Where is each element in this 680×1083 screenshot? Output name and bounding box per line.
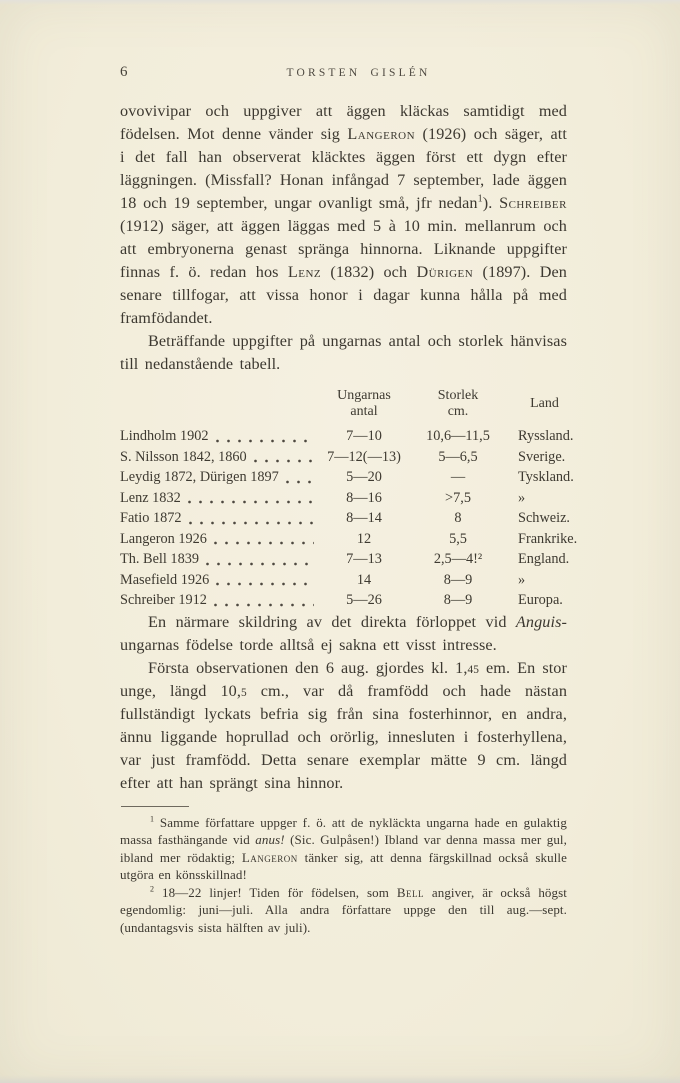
table-row (120, 488, 567, 509)
table-cell-antal: 5—20 (346, 469, 382, 485)
running-head: TORSTEN GISLÉN (286, 67, 431, 79)
table-cell-author: S. Nilsson 1842, 1860 (120, 447, 320, 468)
table-cell-land: Frankrike. (518, 530, 578, 547)
table-cell-land: Europa. (518, 592, 563, 608)
table-cell-antal: 12 (356, 530, 372, 547)
dot-leader (216, 439, 314, 443)
paragraph-ovovivipar: ovovivipar och uppgiver att äggen kläckas samtidigt med födelsen. Mot denne vänder sig Langeron (1926) och säger, att i det fall han observerat kläcktes äggen först ett dygn efter läggningen. (Missfall? Honan infångad 7 september, lade äggen 18 och 19 september, ungar ovanligt små, jfr nedan$^1$). Schreiber (1912) säger, att äggen läggas med 5 à 10 min. mellanrum och att embryonerna genast spränga hinnorna. Liknande uppgifter finnas f. ö. redan hos Lenz (1832) och Dürigen (1897). Den senare tillfogar, att vissa honor i dagar kunna hålla på med framfödandet. (120, 102, 567, 327)
table-cell-land: Schweiz. (518, 510, 571, 526)
dot-leader (188, 500, 314, 504)
table-cell-storlek: 8 (454, 510, 462, 526)
dot-leader (254, 459, 314, 463)
table-cell-storlek: 8—9 (443, 571, 473, 588)
table-cell-storlek: 2,5—4!² (433, 551, 483, 567)
table-cell-antal: 7—12(—13) (327, 448, 401, 465)
table-cell-land: » (518, 571, 526, 588)
table-cell-storlek: 5,5 (449, 530, 467, 547)
table-cell-author: Langeron 1926 (120, 529, 320, 550)
table-header-land: Land (530, 396, 559, 411)
dot-leader (286, 480, 314, 484)
table-cell-land: Sverige. (518, 448, 566, 465)
table-header-storlek: Storlek cm. (437, 388, 479, 419)
table-cell-author: Th. Bell 1839 (120, 549, 320, 570)
table-cell-antal: 8—14 (346, 510, 382, 526)
table-cell-antal: 7—13 (346, 551, 382, 567)
table-header-antal: Ungarnas antal (337, 388, 391, 419)
table-cell-author: Lindholm 1902 (120, 426, 320, 447)
table-cell-antal: 5—26 (346, 592, 382, 608)
table-cell-storlek: >7,5 (445, 489, 471, 506)
dot-leader (214, 603, 314, 607)
table-row (120, 426, 574, 447)
table-cell-land: Tyskland. (518, 469, 574, 485)
footnote-1: $^1$ Samme författare uppger f. ö. att de nykläckta ungarna hade en gulaktig massa fasthängande vid anus! (Sic. Gulpåsen!) Ibland var denna massa mer gul, ibland mer rödaktig; Langeron tänker sig, att denna färgskillnad också skulle utgöra en könsskillnad! (120, 814, 567, 883)
table-cell-antal: 7—10 (346, 428, 382, 444)
page-header (120, 64, 567, 84)
table-row (120, 570, 567, 591)
table-cell-antal: 14 (356, 571, 372, 588)
footnotes (120, 814, 567, 937)
table-header-row (120, 388, 567, 420)
table-cell-antal: 8—16 (346, 489, 382, 506)
species-table-rows (120, 426, 578, 611)
table-row (120, 529, 578, 550)
footnote-2: $^2$ 18—22 linjer! Tiden för födelsen, som Bell angiver, är också högst egendomlig: juni—juli. Alla andra författare uppge den till aug.—sept. (undantagsvis sista hälften av juli). (120, 884, 567, 936)
paragraph-observation: Första observationen den 6 aug. gjordes kl. 1,45 em. En stor unge, längd 10,5 cm., var då framfödd och hade nästan fullständigt lyckats befria sig från sina fosterhinnor, en andra, ännu liggande hoprullad och orörlig, innesluten i fosterhyllena, var just framfödd. Detta senare exemplar mätte 9 cm. längd efter att han sprängt sina hinnor. (120, 658, 568, 792)
table-cell-author: Fatio 1872 (120, 508, 320, 529)
table-row (120, 508, 571, 529)
paragraph-anguis: En närmare skildring av det direkta förloppet vid Anguis-ungarnas födelse torde alltså ej sakna ett visst intresse. (120, 612, 567, 654)
text-column (120, 100, 578, 937)
table-cell-storlek: — (450, 469, 466, 485)
page-number: 6 (120, 64, 128, 80)
table-cell-storlek: 10,6—11,5 (426, 428, 490, 444)
table-cell-author: Masefield 1926 (120, 570, 320, 591)
footnote-divider (121, 806, 189, 807)
dot-leader (189, 521, 314, 525)
table-row (120, 447, 567, 468)
table-cell-author: Leydig 1872, Dürigen 1897 (120, 467, 320, 488)
dot-leader (216, 582, 314, 586)
table-cell-land: Ryssland. (518, 428, 574, 444)
table-cell-storlek: 5—6,5 (438, 448, 478, 465)
table-row (120, 467, 574, 488)
table-cell-author: Lenz 1832 (120, 488, 320, 509)
table-cell-storlek: 8—9 (443, 592, 473, 608)
species-table (120, 388, 578, 611)
table-cell-land: » (518, 489, 526, 506)
dot-leader (214, 541, 314, 545)
table-cell-author: Schreiber 1912 (120, 590, 320, 611)
paragraph-table-intro: Beträffande uppgifter på ungarnas antal och storlek hänvisas till nedanstående tabell. (120, 332, 567, 373)
table-row (120, 549, 570, 570)
table-row (120, 590, 567, 611)
dot-leader (206, 562, 314, 566)
table-cell-land: England. (518, 551, 570, 567)
